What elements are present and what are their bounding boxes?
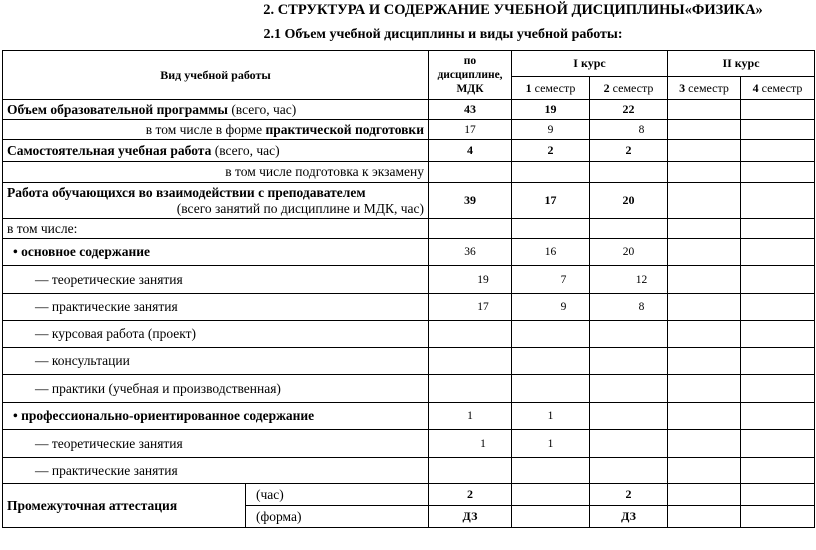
cell-sem3	[668, 506, 741, 528]
cell-sem3	[668, 120, 741, 140]
cell-sem3	[668, 239, 741, 266]
table-row	[3, 162, 815, 183]
cell-sem1: 9	[512, 120, 590, 140]
row-label: Объем образовательной программы (всего, час)	[3, 100, 429, 120]
header-course-2: II курс	[668, 51, 815, 77]
cell-sem4	[741, 140, 815, 162]
table-row	[3, 484, 815, 506]
table-row	[3, 403, 815, 430]
cell-sem2: 20	[590, 183, 668, 219]
cell-total	[429, 348, 512, 375]
table-row	[3, 239, 815, 266]
cell-total: ДЗ	[429, 506, 512, 528]
table-row	[3, 219, 815, 239]
cell-sem4	[741, 294, 815, 321]
header-semester-3: 3 семестр	[668, 77, 741, 100]
cell-sem4	[741, 375, 815, 403]
row-label: — практические занятия	[3, 294, 429, 321]
cell-total: 1	[429, 403, 512, 430]
cell-sem1: 17	[512, 183, 590, 219]
cell-total: 17	[429, 120, 512, 140]
cell-sem2: 8	[590, 120, 668, 140]
cell-sem4	[741, 183, 815, 219]
cell-sem3	[668, 100, 741, 120]
cell-sem1: 9	[512, 294, 590, 321]
cell-sem4	[741, 321, 815, 348]
cell-total: 2	[429, 484, 512, 506]
cell-sem2	[590, 403, 668, 430]
cell-sem3	[668, 140, 741, 162]
cell-sem1	[512, 375, 590, 403]
cell-sem1	[512, 348, 590, 375]
cell-total: 43	[429, 100, 512, 120]
row-label: • основное содержание	[3, 239, 429, 266]
cell-total	[429, 162, 512, 183]
cell-total: 1	[429, 430, 512, 458]
cell-sem1	[512, 219, 590, 239]
row-label: Самостоятельная учебная работа (всего, час)	[3, 140, 429, 162]
attestation-label: Промежуточная аттестация	[3, 484, 246, 528]
cell-sem2: 8	[590, 294, 668, 321]
cell-total: 17	[429, 294, 512, 321]
cell-sem2: 12	[590, 266, 668, 294]
row-label: в том числе подготовка к экзамену	[3, 162, 429, 183]
cell-sem2: 20	[590, 239, 668, 266]
cell-sem4	[741, 100, 815, 120]
section-subtitle: 2.1 Объем учебной дисциплины и виды учебной работы:	[263, 27, 623, 42]
cell-sem4	[741, 458, 815, 484]
cell-total: 36	[429, 239, 512, 266]
header-row-1	[3, 51, 815, 77]
row-label: — практические занятия	[3, 458, 429, 484]
cell-sem3	[668, 294, 741, 321]
cell-sem1: 7	[512, 266, 590, 294]
row-label-bold: Работа обучающихся во взаимодействии с преподавателем	[7, 184, 366, 200]
cell-sem3	[668, 162, 741, 183]
cell-sem4	[741, 430, 815, 458]
row-label: • профессионально-ориентированное содержание	[3, 403, 429, 430]
cell-sem2	[590, 458, 668, 484]
table-row	[3, 183, 815, 219]
cell-sem3	[668, 183, 741, 219]
table-row	[3, 294, 815, 321]
cell-sem1: 2	[512, 140, 590, 162]
cell-sem3	[668, 403, 741, 430]
cell-sem3	[668, 484, 741, 506]
row-label: — практики (учебная и производственная)	[3, 375, 429, 403]
cell-sem4	[741, 219, 815, 239]
section-title: 2. СТРУКТУРА И СОДЕРЖАНИЕ УЧЕБНОЙ ДИСЦИПЛИНЫ«ФИЗИКА»	[263, 2, 763, 18]
cell-sem3	[668, 458, 741, 484]
cell-sem3	[668, 321, 741, 348]
cell-sem2: 2	[590, 140, 668, 162]
table-row	[3, 430, 815, 458]
cell-sem1: 1	[512, 403, 590, 430]
cell-sem4	[741, 266, 815, 294]
row-label: — теоретические занятия	[3, 266, 429, 294]
cell-sem2	[590, 348, 668, 375]
cell-sem3	[668, 375, 741, 403]
cell-sem1	[512, 506, 590, 528]
cell-total	[429, 375, 512, 403]
row-label-note: (всего занятий по дисциплине и МДК, час)	[176, 200, 424, 216]
cell-sem1: 16	[512, 239, 590, 266]
cell-sem4	[741, 403, 815, 430]
cell-total	[429, 219, 512, 239]
cell-sem4	[741, 506, 815, 528]
table-row	[3, 375, 815, 403]
row-label: — консультации	[3, 348, 429, 375]
cell-sem4	[741, 484, 815, 506]
row-label: в том числе:	[3, 219, 429, 239]
cell-sem4	[741, 239, 815, 266]
table-row	[3, 458, 815, 484]
row-label: — теоретические занятия	[3, 430, 429, 458]
cell-sem4	[741, 162, 815, 183]
row-label: в том числе в форме практической подготовки	[3, 120, 429, 140]
table-row	[3, 266, 815, 294]
cell-sem2	[590, 219, 668, 239]
cell-sem2: 2	[590, 484, 668, 506]
attestation-form-label: (форма)	[246, 506, 429, 528]
study-load-table	[2, 50, 815, 528]
cell-sem1: 1	[512, 430, 590, 458]
cell-sem4	[741, 120, 815, 140]
header-semester-1: 1 семестр	[512, 77, 590, 100]
cell-sem1	[512, 321, 590, 348]
header-course-1: I курс	[512, 51, 668, 77]
cell-sem2: 22	[590, 100, 668, 120]
cell-sem4	[741, 348, 815, 375]
attestation-hours-label: (час)	[246, 484, 429, 506]
table-row	[3, 100, 815, 120]
cell-sem2	[590, 430, 668, 458]
cell-sem3	[668, 219, 741, 239]
row-label: — курсовая работа (проект)	[3, 321, 429, 348]
row-label	[3, 183, 429, 219]
cell-sem3	[668, 266, 741, 294]
table-row	[3, 321, 815, 348]
cell-sem1	[512, 162, 590, 183]
cell-total: 19	[429, 266, 512, 294]
header-semester-4: 4 семестр	[741, 77, 815, 100]
cell-sem3	[668, 430, 741, 458]
header-work-type: Вид учебной работы	[3, 51, 429, 100]
table-row	[3, 348, 815, 375]
cell-total: 39	[429, 183, 512, 219]
cell-sem2	[590, 375, 668, 403]
cell-sem2	[590, 321, 668, 348]
header-semester-2: 2 семестр	[590, 77, 668, 100]
cell-sem2: ДЗ	[590, 506, 668, 528]
cell-sem1	[512, 484, 590, 506]
table-row	[3, 140, 815, 162]
cell-sem1: 19	[512, 100, 590, 120]
cell-total: 4	[429, 140, 512, 162]
cell-sem2	[590, 162, 668, 183]
cell-total	[429, 321, 512, 348]
cell-sem3	[668, 348, 741, 375]
cell-sem1	[512, 458, 590, 484]
header-by-discipline: по дисциплине, МДК	[429, 51, 512, 100]
table-row	[3, 120, 815, 140]
cell-total	[429, 458, 512, 484]
